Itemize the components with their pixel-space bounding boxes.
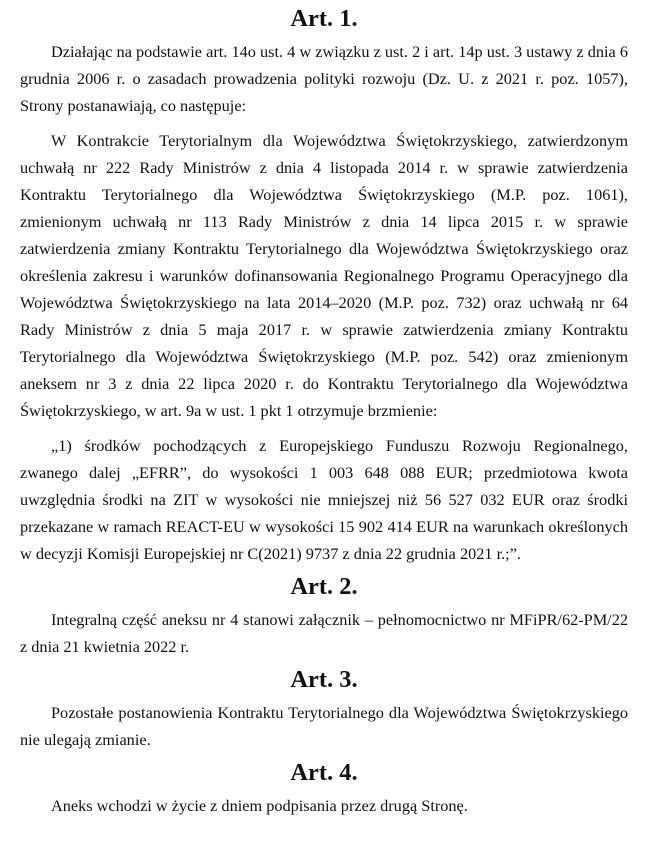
article-2-paragraph-1: Integralną część aneksu nr 4 stanowi załącznik – pełnomocnictwo nr MFiPR/62-PM/22 z dnia 21 kwietnia 2022 r. xyxy=(20,610,628,656)
article-2 xyxy=(20,573,628,660)
article-4-paragraph-1: Aneks wchodzi w życie z dniem podpisania przez drugą Stronę. xyxy=(51,796,468,815)
article-1 xyxy=(20,5,628,567)
article-3-paragraph-1: Pozostałe postanowienia Kontraktu Terytorialnego dla Województwa Świętokrzyskiego nie ulegają zmianie. xyxy=(20,703,628,749)
article-1-paragraph-2: W Kontrakcie Terytorialnym dla Województwa Świętokrzyskiego, zatwierdzonym uchwałą nr 222 Rady Ministrów z dnia 4 listopada 2014 r. w sprawie zatwierdzenia Kontraktu Terytorialnego dla Województwa Świętokrzyskiego (M.P. poz. 1061), zmienionym uchwałą nr 113 Rady Ministrów z dnia 14 lipca 2015 r. w sprawie zatwierdzenia zmiany Kontraktu Terytorialnego dla Województwa Świętokrzyskiego oraz określenia zakresu i warunków dofinansowania Regionalnego Programu Operacyjnego dla Województwa Świętokrzyskiego na lata 2014–2020 (M.P. poz. 732) oraz uchwałą nr 64 Rady Ministrów z dnia 5 maja 2017 r. w sprawie zatwierdzenia zmiany Kontraktu Terytorialnego dla Województwa Świętokrzyskiego (M.P. poz. 542) oraz zmienionym aneksem nr 3 z dnia 22 lipca 2020 r. do Kontraktu Terytorialnego dla Województwa Świętokrzyskiego, w art. 9a w ust. 1 pkt 1 otrzymuje brzmienie: xyxy=(20,131,628,420)
document-page xyxy=(20,5,628,819)
article-1-heading: Art. 1. xyxy=(290,5,358,32)
article-1-paragraph-1: Działając na podstawie art. 14o ust. 4 w związku z ust. 2 i art. 14p ust. 3 ustawy z dnia 6 grudnia 2006 r. o zasadach prowadzenia polityki rozwoju (Dz. U. z 2021 r. poz. 1057), Strony postanawiają, co następuje: xyxy=(20,42,628,115)
article-2-heading: Art. 2. xyxy=(290,573,358,600)
article-3-heading: Art. 3. xyxy=(290,666,358,693)
article-4-heading: Art. 4. xyxy=(290,759,358,786)
article-4 xyxy=(20,759,628,819)
article-3 xyxy=(20,666,628,753)
article-1-paragraph-3: „1) środków pochodzących z Europejskiego Funduszu Rozwoju Regionalnego, zwanego dalej „EFRR”, do wysokości 1 003 648 088 EUR; przedmiotowa kwota uwzględnia środki na ZIT w wysokości nie mniejszej niż 56 527 032 EUR oraz środki przekazane w ramach REACT-EU w wysokości 15 902 414 EUR na warunkach określonych w decyzji Komisji Europejskiej nr C(2021) 9737 z dnia 22 grudnia 2021 r.;”. xyxy=(20,436,628,563)
